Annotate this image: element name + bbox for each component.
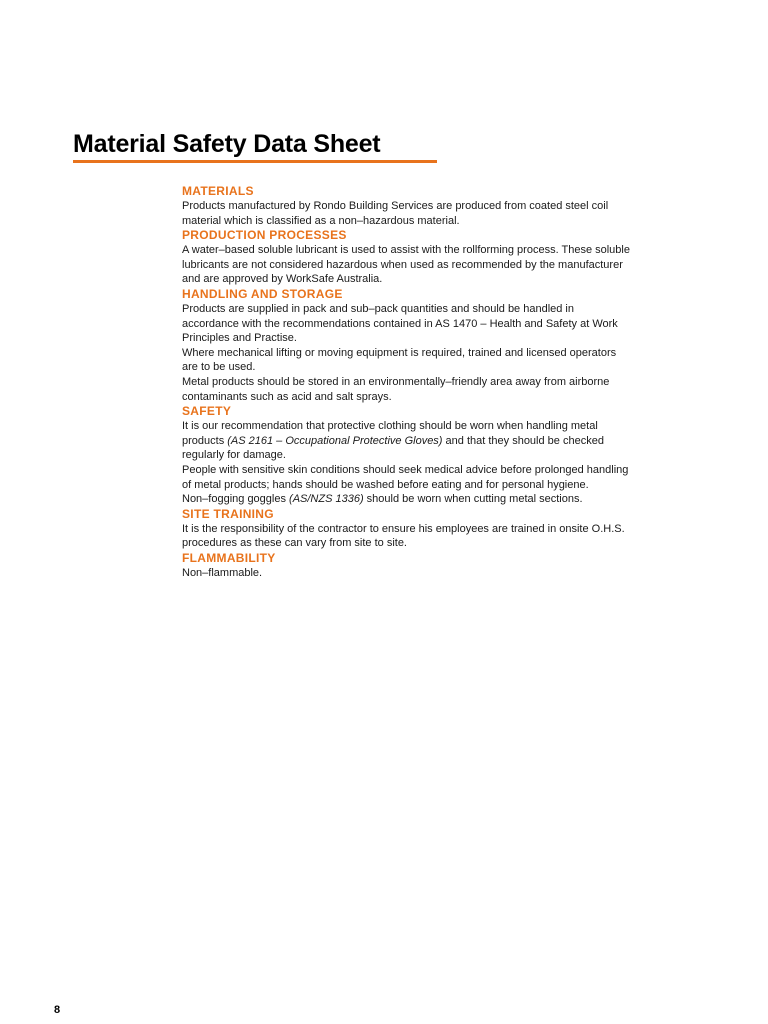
safety-gloves-standard: (AS 2161 – Occupational Protective Gloves) [227,434,443,447]
section-heading-handling-and-storage: HANDLING AND STORAGE [182,286,343,301]
handling-paragraph-storage: Metal products should be stored in an environmentally–friendly area away from airborne contaminants such as acid and salt sprays. [182,375,610,403]
section-heading-production-processes: PRODUCTION PROCESSES [182,228,347,243]
safety-goggles-text-end: should be worn when cutting metal sections. [363,493,583,506]
section-heading-site-training: SITE TRAINING [182,506,274,521]
page-number: 8 [54,1004,61,1016]
flammability-paragraph: Non–flammable. [182,566,263,579]
handling-paragraph-lifting: Where mechanical lifting or moving equipment is required, trained and licensed operators are to be used. [182,346,617,374]
site-training-paragraph: It is the responsibility of the contractor to ensure his employees are trained in onsite O.H.S. procedures as these can vary from site to site. [182,522,625,550]
msds-content [182,184,632,580]
production-paragraph: A water–based soluble lubricant is used to assist with the rollforming process. These soluble lubricants are not considered hazardous when used as recommended by the manufacturer and are approved by WorkSafe Australia. [182,244,630,286]
section-safety [182,404,632,507]
section-production-processes [182,228,632,287]
handling-paragraph-packs: Products are supplied in pack and sub–pack quantities and should be handled in accordance with the recommendations contained in AS 1470 – Health and Safety at Work Principles and Practise. [182,302,618,345]
safety-clothing-text-start: It is our recommendation that protective clothing should be worn when handling metal products [182,420,598,447]
safety-paragraph-goggles [182,492,632,507]
safety-goggles-text-start: Non–fogging goggles [182,493,290,506]
section-handling-and-storage [182,287,632,404]
safety-goggles-standard: (AS/NZS 1336) [289,493,364,506]
section-flammability [182,551,632,581]
materials-paragraph: Products manufactured by Rondo Building Services are produced from coated steel coil material which is classified as a non–hazardous material. [182,200,609,227]
section-heading-safety: SAFETY [182,404,232,419]
section-heading-flammability: FLAMMABILITY [182,550,276,565]
safety-clothing-text-end: and that they should be checked regularly for damage. [182,434,604,462]
safety-paragraph-clothing [182,419,632,463]
section-site-training [182,507,632,551]
section-materials [182,184,632,228]
safety-paragraph-skin: People with sensitive skin conditions should seek medical advice before prolonged handling of metal products; hands should be washed before eating and for personal hygiene. [182,463,629,491]
section-heading-materials: MATERIALS [182,184,254,198]
page-title: Material Safety Data Sheet [73,130,381,158]
title-underline-rule [73,160,437,163]
